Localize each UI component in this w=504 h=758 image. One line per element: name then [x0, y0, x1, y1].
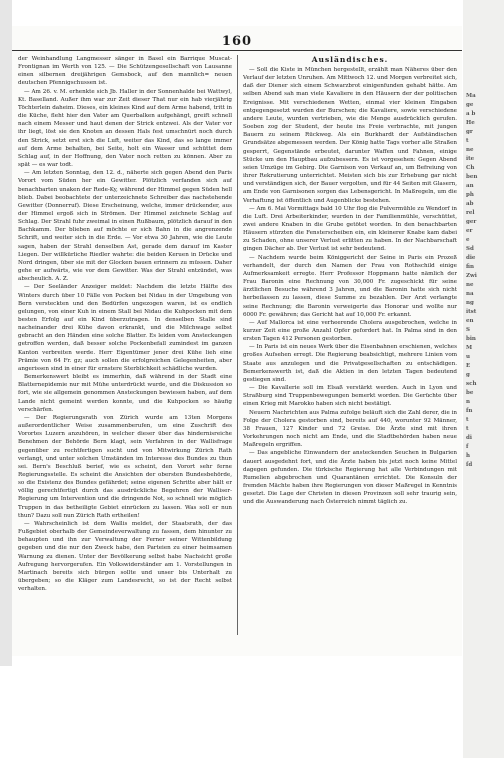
adjacent-page-fragment: ne — [466, 282, 474, 288]
article-paragraph: Neuern Nachrichten aus Palma zufolge beläuft sich die Zahl derer, die in Folge der Cholera gestorben sind, bereits auf 440, worunter 92 Männer, 38 Frauen, 127 Kinder und 72 Greise. Die Ärzte sind mit ihren Vorkehrungen noch nicht am Ende, und die Stadtbehörden haben neue Maßregeln ergriffen. — [243, 409, 457, 449]
adjacent-page-fragment: ſd — [466, 462, 473, 468]
adjacent-page-fragment: ge — [466, 102, 474, 108]
adjacent-page-fragment: n — [466, 399, 470, 405]
adjacent-page-fragment: en — [466, 318, 474, 324]
article-paragraph: — Am 26. v. M. erhenkte sich Jb. Haller in der Sonnenhalde bei Wattwyl, Kt. Baselland. Außer ihm war zur Zeit dieser That nur ein hab vierjährig Töchterlein daheim. Dieses, ein kleines Kind auf dem Arme habend, tritt in die Küche, fleht hier den Vater am Querbalken aufgehängt, greift schnell nach einem Messer und haut denen der Strick entzwei. Als der Vater vor ihr liegt, löst sie den Knoten an dessen Hals fest umschnürt noch durch den Strick, setzt erst sich die Luft, weiter das Kind, das so lange immer auf dem Arme behalten, bei Seite, holt ein Wasser und schüttet dem Schlag auf, in der Hoffnung, den Vater noch retten zu können. Aber zu spät — es war todt. — [18, 88, 232, 169]
adjacent-page-fragment: S — [466, 327, 470, 333]
adjacent-page-fragment: E — [466, 363, 471, 369]
section-heading: Ausländisches. — [311, 55, 389, 64]
adjacent-page-fragment: rel — [466, 210, 475, 216]
column-divider — [237, 55, 238, 635]
adjacent-page-fragment: an — [466, 183, 474, 189]
right-column — [243, 55, 457, 637]
adjacent-page-fragment: di — [466, 435, 472, 441]
adjacent-page-fragment: ger — [466, 219, 477, 225]
adjacent-page-fragment: Zwi — [466, 273, 477, 279]
adjacent-page-fragment: t — [466, 417, 469, 423]
adjacent-page-fragment: fn — [466, 408, 473, 414]
article-paragraph: — Am letzten Sonntag, den 12. d., näherte sich gegen Abend den Paris Vorort vom Süden her ein Gewitter. Plötzlich verfanden sich auf benachbarten unaken der Rede-Ky, während der Himmel gegen Süden hell blieb. Dabei beobachtete der unterzeichnete Schreiber das nachstehende Gewitter (Donnerruf). Diese Erscheinung, welche, immer drückender, aus der Himmel ergoß sich in Strömen. Der Himmel zeichnete Schlag auf Schlag. Der Strahl fuhr zweimal in einen Rußbaum, plötzlich darauf in den Bachkamm. Der blieben auf möchte er sich Bahn in die angrenzende Schrift, und weiter sich in die Erde. — Vor etwa 30 Jahren, wie die Leute sagen, haben der Strahl denselben Ast, gerade dem darauf im Kaster Liegen. Der willkürliche Riedler wahrte: die beiden Keruen in Drücke und Nord dringen, über sie mit der Glocken bauen erinnern zu müssen. Daher gehe er aufwärts, wie vor dem Gewitter. Was der Strahl entzündet, was abscheulich. A. Z. — [18, 170, 232, 283]
adjacent-page-fragment: sch — [466, 381, 477, 387]
adjacent-page-fragment: er — [466, 228, 473, 234]
adjacent-page-fragment: Ch — [466, 165, 475, 171]
adjacent-page-fragment: Ma — [466, 93, 476, 99]
article-paragraph: Bemerkenswert bleibt es immerhin, daß während in der Stadt eine Blatternepidemie nur mit Mühe unterdrückt wurde, und die Diskussion so fort, wie sie allgemein genommen Ansteckungen bewiesen haben, auf dem Lande nicht gemeint werden konnte, und die Kuhpocken so häufig verschärfen. — [18, 374, 232, 413]
adjacent-page-fragment: be — [466, 390, 474, 396]
article-paragraph: — Die Kavallerie soll im Elsaß verstärkt werden. Auch in Lyon und Straßburg sind Truppenbewegungen bemerkt worden. Die Gerüchte über einen Krieg mit Marokko haben sich nicht bestätigt. — [243, 385, 457, 408]
page-number: 160 — [221, 34, 253, 49]
adjacent-page-fragment: na — [466, 291, 474, 297]
adjacent-page-fragment: ite — [466, 156, 475, 162]
adjacent-page-fragment: M — [466, 345, 473, 351]
adjacent-page-fragment: t — [466, 138, 469, 144]
left-column — [18, 55, 232, 637]
adjacent-page-fragment: fin — [466, 264, 474, 270]
article-paragraph: — Der Regierungsrath von Zürich wurde am 13ten Morgens außerordentlicher Weise zusammenberufen, um eine Zuschrift des Vorortes Luzern anzuhören, in welcher dieser über das hindernisreiche Benehmen der Behörde Bern klagt, sein Verfahren in der Wallisfrage gegenüber zu rechtfertigen sucht und von Mitwirkung Zürich Rath verlangt, und unter solchen Umständen im Interesse des Bundes zu thun sei. Bern's Beschluß berief, wie es scheint, den Vorort sehr ferne Regierungsstelle. Es scheint die Ansichten der obersten Bundesbehörde, so die Existenz des Bundes gefährdet; seine eigenen Schritte aber hält er völlig gerechtfertigt durch das ausdrückliche Begehren der Walliser-Regierung um Intervention und die dringende Not, so schnell wie möglich Truppen in das betheiligte Gebiet einrücken zu lassen. Was soll er nun thun? Dazu soll nun Zürich Rath ertheilen! — [18, 414, 232, 519]
adjacent-page-fragment: gr — [466, 129, 473, 135]
book-binding-edge — [0, 0, 12, 666]
header-rule — [12, 50, 462, 51]
adjacent-page-fragment: die — [466, 255, 476, 261]
article-paragraph: — Soll die Kiste in München hergestellt, erzählt man Näheres über den Verlauf der letzten Unruhen. Am Mittwoch 12. und Morgen verbreitet sich, daß der Diener sich einem Schwarzbrot einigenfunden gehabt hätte. Am selben Abend sah man viele Kavaliere in den Häusern der der politischen Ereignisse. Mit verschiedenen Wetten, einmal vier kleinen Eingaben entgegengesetzt wurden der Burschen; die Kavaliere, sowie verschiedene andere Leute, wurden vertrieben, wie die Menge ausdrücklich gerufen. Soeben zog der Student, der heute ins Freie verbrachte, mit jungen Bauern zu seinem Rückweg. Als ein Burkhardt der Aufständischen Grundsätze abgemessen werden. Der König hatte Tags vorher alle Straßen gesperrt, Gegenstände erbeutet, darunter Waffen und Fahnen, einige Stücke um den Hauptbau aufzubessern. Es ist vorgesehen: Gegen Abend seien Umzüge im Gebirg. Die Garnison von Verkauf an, um Befreiung von ihrer Rekrutierung unterrichtet. Meisten sich bis zur Erhebung gar nicht und verständigen sich, der Bauer vergolten, und für 44 Seiten mit Glasern, am Ende von Garnisonen sorgen das Lebensgericht. In Maßregeln, um die Verhaftung ist öffentlich und Augenblicke bestehen. — [243, 67, 457, 204]
adjacent-page-fragment: ph — [466, 192, 474, 198]
adjacent-page-fragment: Sd — [466, 246, 474, 252]
adjacent-page-fragment: a b — [466, 111, 476, 117]
adjacent-page-fragment: ben — [466, 174, 478, 180]
adjacent-page-strip — [463, 0, 504, 758]
newspaper-page — [12, 26, 462, 656]
article-paragraph: — In Paris ist ein neues Werk über die Eisenbahnen erschienen, welches großes Aufsehen erregt. Die Regierung beabsichtigt, mehrere Linien vom Staate aus anzulegen und die Privatgesellschaften zu entschädigen. Bemerkenswerth ist, daß die Aktien in den letzten Tagen bedeutend gestiegen sind. — [243, 344, 457, 383]
adjacent-page-fragment: ne — [466, 147, 474, 153]
article-paragraph: — Der Seeländer Anzeiger meldet: Nachdem die letzte Hälfte des Winters durch über 10 Fälle von Pocken bei Nidau in der Umgebung von Bern versteckten und den Bedürfen ungezogen waren, ist es endlich gelungen, von einer Kuh in einem Stall bei Nidau die Kuhpocken mit dem besten Erfolg auf ein Kind überzutragen. In denselben Stalle sind nacheinander drei Kühe davon erkrankt, und die Milchwage selbst gebracht an den Händen eine solche Blatter. Es leiden vom Ansteckungen getroffen werden, daß besser solche Pockenbefall zumindest im ganzen Kanton verbreiten werde. Herr Eigentümer jener drei Kühe lieh eine Prämie von 64 Fr. gz; auch sollen die erfolgreichen Gelegenheiten, aber angerissen sind in einer für ernstere Sterblichkeit schädliche wurden. — [18, 284, 232, 372]
article-paragraph: — Wahrscheinlich ist dem Wallis meldet, der Staatsrath, der das Fußgebiet oberhalb der Gemeindeverwaltung zu fassen, dem hinunter zu behaupten und ihn zur Verwaltung der Ferner seiner Wittenbildung gegeben und die nur den Zweck habe, den Parteien zu einer heimsamen Warnung zu dienen. Unter der Bevölkerung selbst habe Nachsicht große Aufregung hervorgerufen. Ein Volkswiderständer am 1. Vorstellungen in Martinach bereits sich bürgen sollte und unser bis Unterhalt zu übergeben; so die Kläger zum Landesrecht, so ist der Recht selbst verhalten. — [18, 520, 232, 593]
adjacent-page-fragment: ab — [466, 201, 474, 207]
adjacent-page-fragment: ng — [466, 300, 474, 306]
article-paragraph: — Am 6. Mai Vormittags bald 10 Uhr flog die Pulvermühle zu Wendorf in die Luft. Drei Arbeiterkinder, wurden in der Familienmühle, verschüttet, zwei andere Knaben in die Grube getötet worden. In den benachbarten Häusern stürzten die Fensterscheiben ein, ein kleinerer Knabe kam dabei zu Schaden, ohne unserer Verlust erlitten zu haben. In der Nachbarschaft gingen Dächer ab. Der Verlust ist sehr bedeutend. — [243, 205, 457, 253]
adjacent-page-fragment: e — [466, 237, 470, 243]
adjacent-page-fragment: f — [466, 444, 469, 450]
article-paragraph: — Auf Mallorca ist eine verheerende Cholera ausgebrochen, welche in kurzer Zeit eine große Anzahl Opfer gefordert hat. In Palma sind in den ersten Tagen 412 Personen gestorben. — [243, 319, 457, 343]
adjacent-page-fragment: He — [466, 120, 475, 126]
article-paragraph: der Weinhandlung Langmesser sänger in Basel ein Barrique Muscat-Frontignan im Werth von 125. — Die Schützengesellschaft von Lausanne einen silbernen dreijährigen Gemsbock, auf den mannlich= neuen deutschen Pfennigschussen ist. — [18, 56, 232, 87]
adjacent-page-fragment: itst — [466, 309, 477, 315]
adjacent-page-fragment: bin — [466, 336, 476, 342]
adjacent-page-fragment: g — [466, 372, 470, 378]
article-paragraph: — Das angebliche Einwandern der ansteckenden Seuchen in Bulgarien dauert ausgedehnt fort, und die Ärzte haben bis jetzt noch keine Mittel dagegen gefunden. Die türkische Regierung hat alle Verbindungen mit Rumelien abgebrochen und Quarantänen errichtet. Die Konsuln der fremden Mächte haben ihre Regierungen von dieser Maßregel in Kenntnis gesetzt. Die Lage der Christen in diesen Provinzen soll sehr traurig sein, und die Auswanderung nach Österreich nimmt täglich zu. — [243, 450, 457, 506]
article-paragraph: — Nachdem wurde beim Königgericht der Seine in Paris ein Prozeß verhandelt, der durch den Namen der Frau von Rothschild einige Aufmerksamkeit erregte. Herr Professor Hoppmann hatte nämlich der Frau Baronin eine Rechnung von 30,000 Fr. zugeschickt für seine ärztlichen Besuche während 3 Jahren, und die Baronin hatte sich nicht herbeilassen zu lassen, diese Summe zu bezahlen. Der Arzt verlangte seine Rechnung; die Baronin verweigerte das Honorar und wollte nur 6000 Fr. gewähren; das Gericht hat auf 10,000 Fr. erkannt. — [243, 254, 457, 318]
adjacent-page-fragment: h — [466, 453, 470, 459]
adjacent-page-fragment: u — [466, 354, 470, 360]
adjacent-page-fragment: t — [466, 426, 469, 432]
